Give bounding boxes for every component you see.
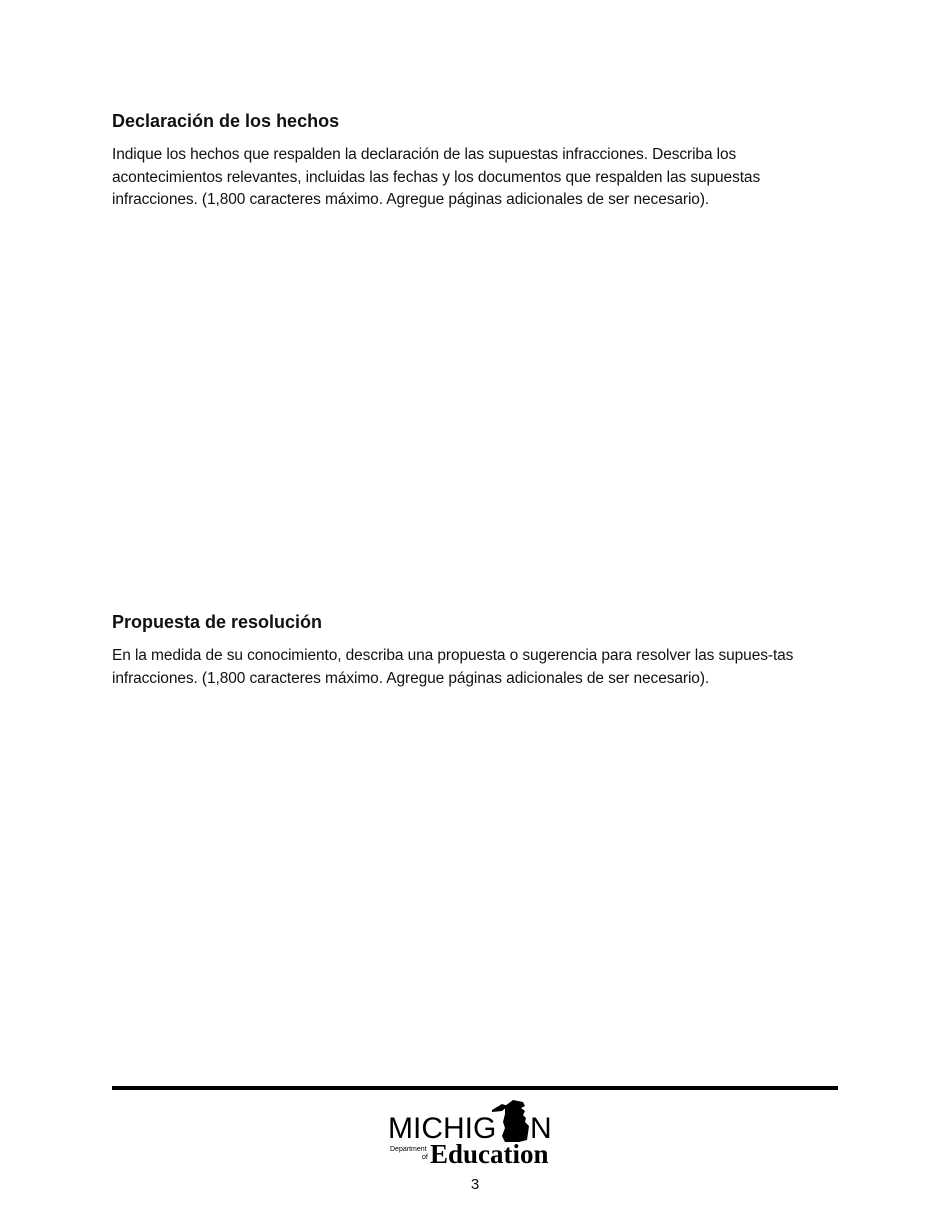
logo-word-michigan-end: N xyxy=(530,1112,552,1145)
page-number: 3 xyxy=(470,1176,480,1193)
proposed-resolution-field[interactable] xyxy=(112,700,846,1054)
logo-department: Department xyxy=(390,1146,427,1153)
logo-word-education: Education xyxy=(430,1139,549,1166)
statement-of-facts-field[interactable] xyxy=(112,222,846,586)
footer-divider xyxy=(112,1086,838,1090)
logo-word-michigan: MICHIG xyxy=(388,1112,497,1145)
section-statement-of-facts xyxy=(112,110,842,586)
michigan-state-icon xyxy=(492,1100,529,1142)
section-proposed-resolution xyxy=(112,611,842,1054)
logo-of: of xyxy=(422,1154,428,1161)
michigan-education-logo xyxy=(388,1096,562,1166)
section-heading: Declaración de los hechos xyxy=(112,111,340,131)
section-instructions: En la medida de su conocimiento, describa una propuesta o sugerencia para resolver las supues-tas infracciones. (1,800 caracteres máximo. Agregue páginas adicionales de ser necesario). xyxy=(112,647,794,687)
section-heading: Propuesta de resolución xyxy=(112,612,323,632)
section-instructions: Indique los hechos que respalden la declaración de las supuestas infracciones. Describa los acontecimientos relevantes, incluidas las fechas y los documentos que respalden las supuestas infracciones. (1,800 caracteres máximo. Agregue páginas adicionales de ser necesario). xyxy=(112,146,761,208)
